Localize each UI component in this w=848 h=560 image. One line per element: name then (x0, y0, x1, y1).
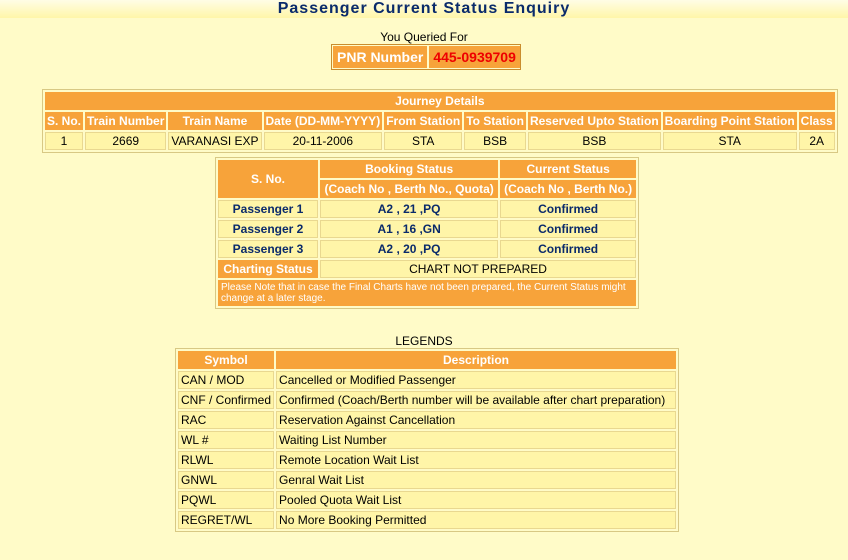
legend-symbol: REGRET/WL (178, 511, 274, 529)
table-row (218, 200, 636, 218)
legend-description: Cancelled or Modified Passenger (276, 371, 676, 389)
booking-status-table (215, 157, 639, 309)
charting-note: Please Note that in case the Final Charts have not been prepared, the Current Status might change at a later stage. (218, 280, 636, 306)
journey-header: Boarding Point Station (664, 114, 795, 128)
current-status-subheader: (Coach No , Berth No.) (500, 180, 636, 198)
table-row (218, 240, 636, 258)
pnr-label: PNR Number (333, 46, 427, 68)
table-row (178, 391, 676, 409)
journey-header: To Station (466, 114, 524, 128)
journey-cell: 20-11-2006 (264, 132, 383, 150)
journey-header: Reserved Upto Station (529, 114, 659, 128)
legend-symbol: CNF / Confirmed (178, 391, 274, 409)
legend-description: Confirmed (Coach/Berth number will be available after chart preparation) (276, 391, 676, 409)
journey-cell: 2A (799, 132, 835, 150)
description-header: Description (276, 351, 676, 369)
charting-status-value: CHART NOT PREPARED (320, 260, 636, 278)
passenger-current-status: Confirmed (500, 240, 636, 258)
journey-cell: 1 (45, 132, 83, 150)
legend-description: Reservation Against Cancellation (276, 411, 676, 429)
legend-symbol: PQWL (178, 491, 274, 509)
passenger-current-status: Confirmed (500, 200, 636, 218)
table-row (178, 371, 676, 389)
passenger-name: Passenger 3 (218, 240, 318, 258)
legend-description: Pooled Quota Wait List (276, 491, 676, 509)
page-title: Passenger Current Status Enquiry (0, 0, 848, 18)
booking-status-subheader: (Coach No , Berth No., Quota) (320, 180, 498, 198)
passenger-name: Passenger 1 (218, 200, 318, 218)
legend-description: Genral Wait List (276, 471, 676, 489)
table-row (178, 431, 676, 449)
charting-status-label: Charting Status (218, 260, 318, 278)
table-row (178, 511, 676, 529)
sno-header: S. No. (218, 160, 318, 198)
journey-header: From Station (386, 114, 461, 128)
queried-label: You Queried For (380, 30, 468, 44)
journey-cell: STA (384, 132, 462, 150)
journey-header: Class (800, 114, 833, 128)
passenger-name: Passenger 2 (218, 220, 318, 238)
table-row (218, 220, 636, 238)
table-row (218, 260, 636, 278)
journey-details-table (42, 89, 838, 153)
current-status-header: Current Status (500, 160, 636, 178)
journey-header: Date (DD-MM-YYYY) (265, 114, 381, 128)
journey-header: Train Name (168, 112, 261, 130)
journey-cell: BSB (464, 132, 526, 150)
journey-cell: 2669 (85, 132, 166, 150)
journey-header: Train Number (87, 114, 165, 128)
journey-cell: VARANASI EXP (168, 132, 261, 150)
pnr-box (331, 44, 521, 70)
passenger-booking-status: A1 , 16 ,GN (320, 220, 498, 238)
legend-description: No More Booking Permitted (276, 511, 676, 529)
table-row (178, 411, 676, 429)
passenger-booking-status: A2 , 21 ,PQ (320, 200, 498, 218)
legend-symbol: RLWL (178, 451, 274, 469)
journey-cell: STA (663, 132, 797, 150)
booking-status-header: Booking Status (320, 160, 498, 178)
legends-title: LEGENDS (395, 334, 453, 348)
table-row (178, 471, 676, 489)
symbol-header: Symbol (178, 351, 274, 369)
legends-table (175, 348, 679, 532)
pnr-value: 445-0939709 (429, 46, 520, 68)
table-row (178, 491, 676, 509)
journey-caption: Journey Details (45, 92, 835, 110)
journey-header: S. No. (47, 114, 82, 128)
table-row (178, 451, 676, 469)
legend-symbol: GNWL (178, 471, 274, 489)
legend-description: Waiting List Number (276, 431, 676, 449)
legend-symbol: RAC (178, 411, 274, 429)
passenger-booking-status: A2 , 20 ,PQ (320, 240, 498, 258)
passenger-current-status: Confirmed (500, 220, 636, 238)
legend-symbol: CAN / MOD (178, 371, 274, 389)
table-row (45, 132, 835, 150)
legend-description: Remote Location Wait List (276, 451, 676, 469)
journey-cell: BSB (528, 132, 661, 150)
legend-symbol: WL # (178, 431, 274, 449)
